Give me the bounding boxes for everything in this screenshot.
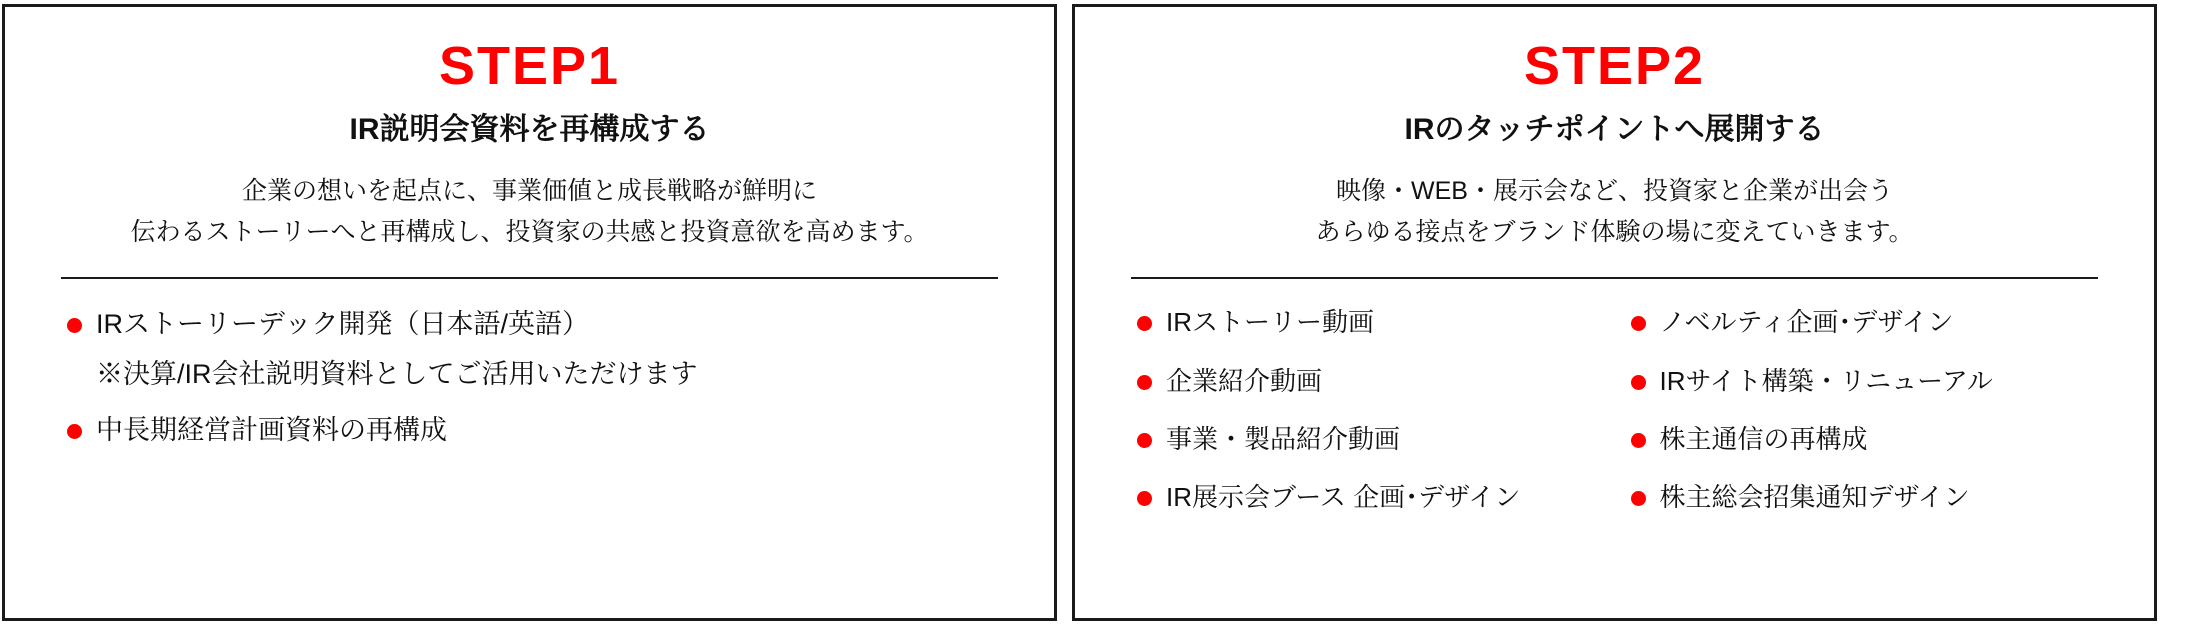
step-1-note-row [96, 357, 1000, 393]
list-item [67, 307, 1000, 343]
step-2-left-item-2: 企業紹介動画 [1166, 365, 1323, 396]
step-2-list-left-column [1137, 305, 1607, 538]
list-item [1137, 422, 1607, 456]
step-card-1-content [5, 7, 1054, 618]
list-item [1137, 480, 1607, 514]
step-1-description [49, 171, 1010, 252]
step-1-note: ※決算/IR会社説明資料としてご活用いただけます [96, 359, 698, 390]
step-1-item-1: IRストーリーデック開発（日本語/英語） [96, 309, 589, 340]
step-2-left-item-1: IRストーリー動画 [1166, 307, 1375, 338]
step-card-2 [1072, 4, 2157, 621]
bullet-dot-icon [1631, 316, 1646, 331]
bullet-dot-icon [1631, 375, 1646, 390]
step-1-label: STEP1 [438, 36, 621, 96]
list-item [1137, 305, 1607, 339]
step-2-description-line-2: あらゆる接点をブランド体験の場に変えていきます。 [1315, 217, 1914, 246]
bullet-dot-icon [1137, 491, 1152, 506]
step-2-list-right-column [1631, 305, 2101, 538]
step-1-description-line-2: 伝わるストーリーへと再構成し、投資家の共感と投資意欲を高めます。 [130, 217, 929, 246]
step-2-right-item-2: IRサイト構築・リニューアル [1659, 365, 1993, 396]
bullet-dot-icon [1631, 491, 1646, 506]
step-2-heading: IRのタッチポイントへ展開する [1404, 113, 1825, 147]
step-card-2-content [1075, 7, 2154, 618]
step-1-item-2: 中長期経営計画資料の再構成 [96, 414, 447, 445]
list-item [1137, 364, 1607, 398]
bullet-dot-icon [1137, 375, 1152, 390]
step-2-label: STEP2 [1523, 36, 1706, 96]
list-item [1631, 422, 2101, 456]
bullet-dot-icon [1137, 433, 1152, 448]
bullet-dot-icon [67, 318, 82, 333]
list-item [1631, 364, 2101, 398]
step-2-left-item-3: 事業・製品紹介動画 [1166, 424, 1401, 455]
list-item [1631, 305, 2101, 339]
bullet-dot-icon [1631, 433, 1646, 448]
step-card-1 [2, 4, 1057, 621]
step-1-heading: IR説明会資料を再構成する [349, 113, 710, 147]
list-item [67, 413, 1000, 449]
step-2-left-item-4: IR展示会ブース 企画･デザイン [1166, 482, 1521, 513]
step-1-description-line-1: 企業の想いを起点に、事業価値と成長戦略が鮮明に [241, 177, 817, 206]
step-2-description [1119, 171, 2110, 252]
bullet-dot-icon [1137, 316, 1152, 331]
step-2-list [1119, 279, 2110, 538]
step-2-description-line-1: 映像・WEB・展示会など、投資家と企業が出会う [1336, 177, 1893, 206]
bullet-dot-icon [67, 424, 82, 439]
step-2-right-item-1: ノベルティ企画･デザイン [1659, 307, 1954, 338]
step-2-right-item-3: 株主通信の再構成 [1659, 424, 1868, 455]
step-1-list [49, 279, 1010, 448]
step-2-right-item-4: 株主総会招集通知デザイン [1659, 482, 1970, 513]
list-item [1631, 480, 2101, 514]
